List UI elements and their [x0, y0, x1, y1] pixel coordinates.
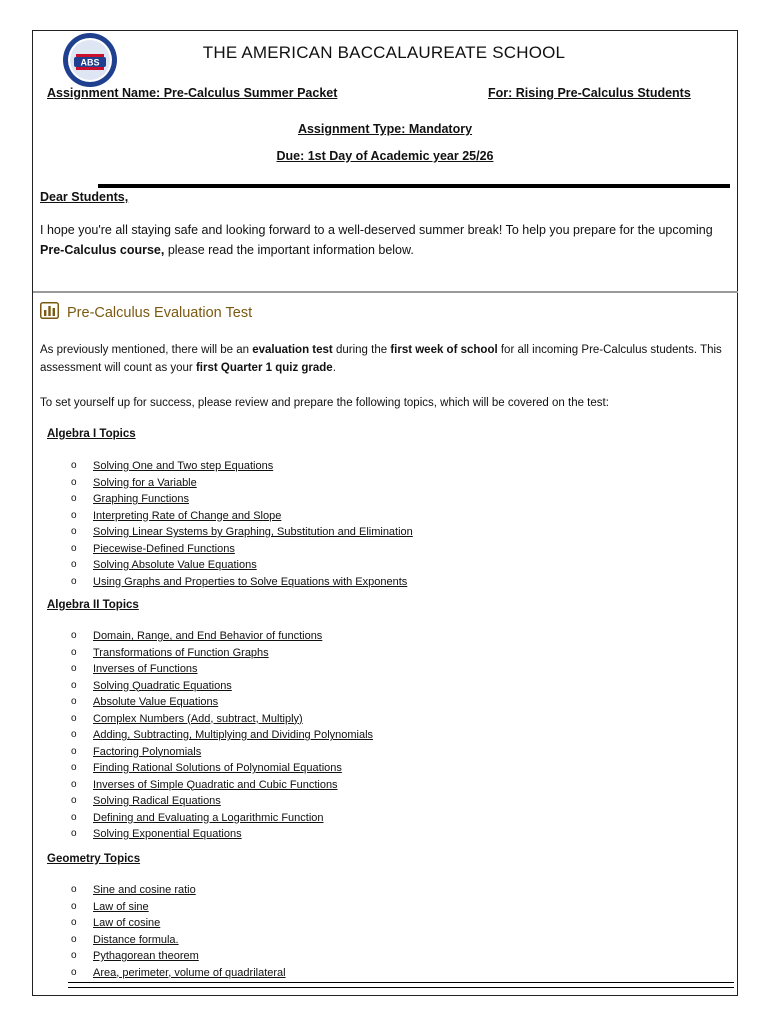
topic-link[interactable]: Solving Linear Systems by Graphing, Substitution and Elimination [93, 526, 413, 538]
eval-text-2: evaluation test [252, 344, 333, 356]
eval-text-3: during the [332, 344, 391, 356]
topic-link[interactable]: Solving Quadratic Equations [93, 679, 232, 692]
topic-link[interactable]: Solving One and Two step Equations [93, 460, 274, 472]
bullet-marker: o [71, 966, 77, 978]
intro-paragraph [40, 221, 730, 260]
bullet-marker: o [71, 646, 77, 658]
bullet-marker: o [71, 696, 77, 707]
bullet-marker: o [71, 795, 77, 806]
topic-item [39, 948, 286, 965]
footer-rule [68, 982, 734, 988]
topic-item [39, 744, 373, 761]
bullet-marker: o [71, 917, 77, 928]
algebra-2-heading: Algebra II Topics [47, 599, 139, 611]
eval-text-7: . [332, 362, 336, 374]
bullet-marker: o [71, 900, 77, 912]
evaluation-paragraph [40, 341, 734, 377]
topic-link[interactable]: Graphing Functions [93, 493, 189, 505]
bullet-marker: o [71, 526, 77, 537]
topic-item [39, 826, 373, 843]
topic-link[interactable]: Inverses of Functions [93, 663, 198, 675]
bullet-marker: o [71, 884, 77, 895]
bar-chart-icon [40, 302, 59, 323]
topic-link[interactable]: Transformations of Function Graphs [93, 646, 269, 659]
bullet-marker: o [71, 778, 77, 790]
topic-item [39, 810, 373, 827]
due-line: Due: 1st Day of Academic year 25/26 [276, 149, 494, 163]
topic-link[interactable]: Area, perimeter, volume of quadrilateral [93, 966, 286, 979]
topic-item [39, 557, 413, 574]
topic-link[interactable]: Solving Absolute Value Equations [93, 559, 257, 571]
topic-link[interactable]: Interpreting Rate of Change and Slope [93, 509, 282, 522]
bullet-marker: o [71, 493, 77, 504]
topic-item [39, 645, 373, 662]
intro-text: I hope you're all staying safe and looking forward to a well-deserved summer break! To help you prepare for the upcoming [40, 223, 713, 237]
assignment-type: Assignment Type: Mandatory [297, 122, 473, 136]
topic-link[interactable]: Law of cosine [93, 917, 161, 929]
bullet-marker: o [71, 950, 77, 961]
topic-link[interactable]: Sine and cosine ratio [93, 884, 196, 896]
bullet-marker: o [71, 559, 77, 570]
topic-item [39, 574, 413, 591]
topic-link[interactable]: Defining and Evaluating a Logarithmic Function [93, 811, 324, 824]
bullet-marker: o [71, 663, 77, 674]
topic-item [39, 915, 286, 932]
section-heading [40, 302, 252, 323]
bullet-marker: o [71, 712, 77, 724]
topic-link[interactable]: Adding, Subtracting, Multiplying and Dividing Polynomials [93, 729, 374, 741]
topic-link[interactable]: Solving Radical Equations [93, 795, 221, 807]
topic-link[interactable]: Inverses of Simple Quadratic and Cubic Functions [93, 778, 338, 791]
algebra-1-heading: Algebra I Topics [47, 428, 136, 440]
topic-item [39, 524, 413, 541]
topic-item [39, 694, 373, 711]
topic-link[interactable]: Absolute Value Equations [93, 696, 219, 708]
algebra-2-list [39, 628, 373, 843]
topic-item [39, 711, 373, 728]
topic-link[interactable]: Complex Numbers (Add, subtract, Multiply) [93, 712, 303, 725]
geometry-list [39, 882, 286, 981]
bullet-marker: o [71, 509, 77, 521]
topic-link[interactable]: Solving for a Variable [93, 476, 197, 489]
topic-item [39, 727, 373, 744]
topic-link[interactable]: Piecewise-Defined Functions [93, 542, 235, 555]
topic-link[interactable]: Using Graphs and Properties to Solve Equations with Exponents [93, 575, 408, 588]
assignment-name: Assignment Name: Pre-Calculus Summer Packet [47, 86, 338, 100]
bullet-marker: o [71, 679, 77, 691]
bullet-marker: o [71, 811, 77, 823]
eval-text-6: first Quarter 1 quiz grade [195, 362, 333, 374]
topic-item [39, 491, 413, 508]
topic-item [39, 882, 286, 899]
bullet-marker: o [71, 460, 77, 471]
topic-link[interactable]: Pythagorean theorem [93, 950, 199, 962]
intro-course: Pre-Calculus course, [40, 242, 165, 257]
bullet-marker: o [71, 729, 77, 740]
algebra-1-list [39, 458, 413, 590]
topic-link[interactable]: Finding Rational Solutions of Polynomial Equations [93, 762, 342, 774]
topic-link[interactable]: Domain, Range, and End Behavior of functions [93, 630, 323, 642]
topic-item [39, 965, 286, 982]
bullet-marker: o [71, 542, 77, 554]
topic-link[interactable]: Law of sine [93, 900, 149, 913]
topic-item [39, 899, 286, 916]
topic-item [39, 475, 413, 492]
topic-item [39, 508, 413, 525]
topic-item [39, 628, 373, 645]
geometry-heading: Geometry Topics [47, 853, 141, 865]
topic-item [39, 678, 373, 695]
school-name: THE AMERICAN BACCALAUREATE SCHOOL [202, 43, 566, 62]
topic-link[interactable]: Distance formula. [93, 933, 179, 946]
bullet-marker: o [71, 933, 77, 945]
bullet-marker: o [71, 762, 77, 773]
topic-item [39, 777, 373, 794]
topic-item [39, 661, 373, 678]
header-divider [98, 184, 730, 188]
topic-item [39, 793, 373, 810]
eval-text-1: As previously mentioned, there will be an [40, 344, 253, 356]
topic-link[interactable]: Factoring Polynomials [93, 745, 202, 758]
topic-item [39, 541, 413, 558]
intro-text-end: please read the important information below. [164, 242, 414, 257]
logo-text: ABS [80, 57, 100, 68]
eval-text-4: first week of school [390, 344, 498, 356]
bullet-marker: o [71, 575, 77, 587]
topic-item [39, 760, 373, 777]
topic-item [39, 932, 286, 949]
bullet-marker: o [71, 630, 77, 641]
bullet-marker: o [71, 476, 77, 488]
eval-text-5: for all incoming Pre-Calculus students. This assessment will count as your [40, 344, 722, 374]
section-divider [33, 291, 738, 293]
bullet-marker: o [71, 745, 77, 757]
section-title: Pre-Calculus Evaluation Test [67, 304, 253, 321]
topic-link[interactable]: Solving Exponential Equations [93, 828, 242, 840]
prepare-paragraph: To set yourself up for success, please review and prepare the following topics, which will be covered on the test: [40, 397, 609, 409]
topic-item [39, 458, 413, 475]
for-line: For: Rising Pre-Calculus Students [488, 86, 691, 100]
salutation: Dear Students, [40, 190, 129, 204]
bullet-marker: o [71, 828, 77, 839]
